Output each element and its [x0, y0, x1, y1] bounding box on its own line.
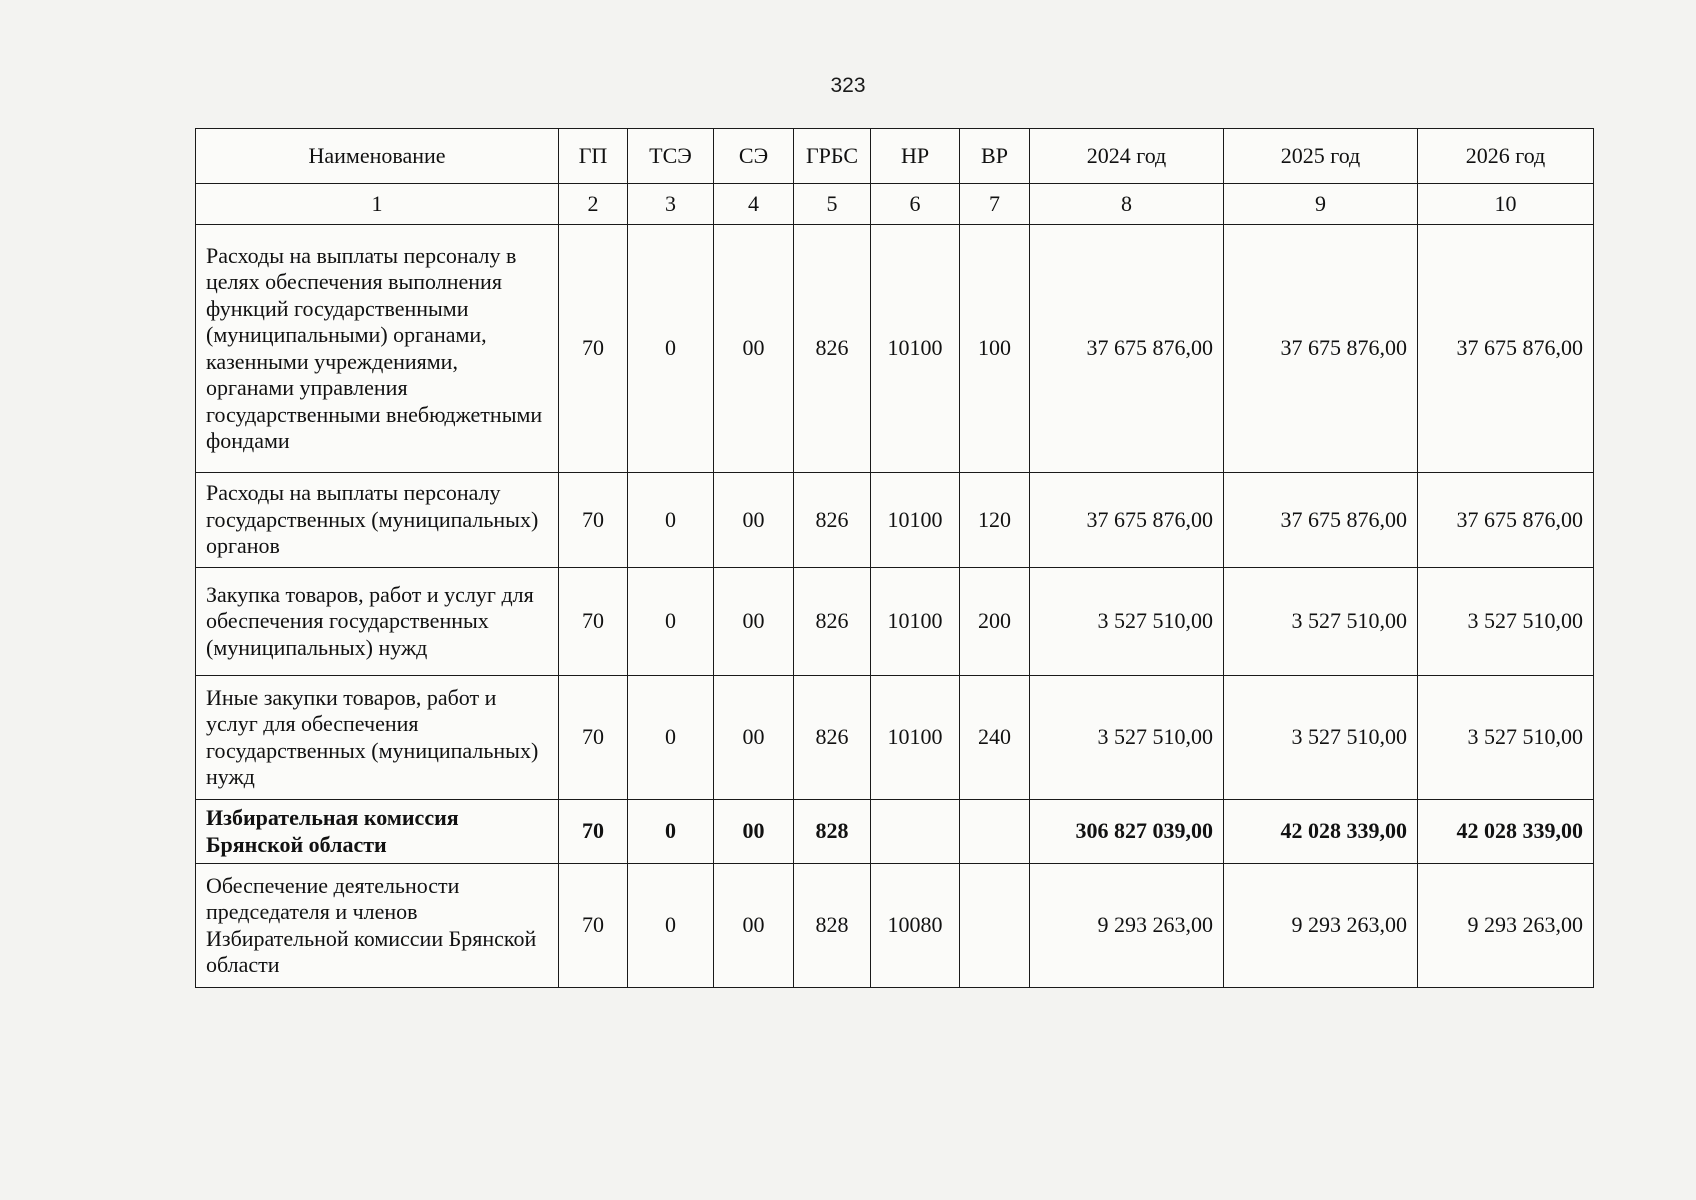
header-se: СЭ — [714, 129, 794, 184]
table-row — [196, 676, 1594, 800]
table-row — [196, 568, 1594, 676]
cell-se: 00 — [714, 473, 794, 568]
header-tse: ТСЭ — [628, 129, 714, 184]
row-name: Иные закупки товаров, работ и услуг для обеспечения государственных (муниципальных) нужд — [196, 676, 559, 800]
header-grbs: ГРБС — [794, 129, 871, 184]
cell-gp: 70 — [559, 568, 628, 676]
row-name: Избирательная комиссия Брянской области — [196, 800, 559, 864]
column-number: 2 — [559, 184, 628, 225]
cell-nr: 10100 — [871, 568, 960, 676]
table-row — [196, 225, 1594, 473]
cell-2025: 3 527 510,00 — [1224, 676, 1418, 800]
cell-tse: 0 — [628, 800, 714, 864]
header-vr: ВР — [960, 129, 1030, 184]
cell-nr — [871, 800, 960, 864]
cell-2026: 37 675 876,00 — [1418, 225, 1594, 473]
header-gp: ГП — [559, 129, 628, 184]
column-number: 3 — [628, 184, 714, 225]
cell-tse: 0 — [628, 473, 714, 568]
column-number: 7 — [960, 184, 1030, 225]
cell-vr: 200 — [960, 568, 1030, 676]
cell-2026: 9 293 263,00 — [1418, 864, 1594, 988]
cell-vr: 100 — [960, 225, 1030, 473]
cell-2024: 9 293 263,00 — [1030, 864, 1224, 988]
header-name: Наименование — [196, 129, 559, 184]
page-number: 323 — [830, 74, 866, 97]
cell-grbs: 826 — [794, 473, 871, 568]
column-number: 5 — [794, 184, 871, 225]
cell-2024: 3 527 510,00 — [1030, 676, 1224, 800]
cell-vr — [960, 800, 1030, 864]
cell-nr: 10100 — [871, 225, 960, 473]
column-number: 9 — [1224, 184, 1418, 225]
cell-nr: 10100 — [871, 473, 960, 568]
cell-2025: 37 675 876,00 — [1224, 225, 1418, 473]
row-name: Обеспечение деятельности председателя и членов Избирательной комиссии Брянской области — [196, 864, 559, 988]
cell-gp: 70 — [559, 676, 628, 800]
cell-2024: 37 675 876,00 — [1030, 473, 1224, 568]
row-name: Закупка товаров, работ и услуг для обеспечения государственных (муниципальных) нужд — [196, 568, 559, 676]
header-2026: 2026 год — [1418, 129, 1594, 184]
table-row — [196, 864, 1594, 988]
budget-table — [195, 128, 1594, 988]
cell-se: 00 — [714, 568, 794, 676]
cell-gp: 70 — [559, 473, 628, 568]
cell-grbs: 828 — [794, 864, 871, 988]
row-name: Расходы на выплаты персоналу государственных (муниципальных) органов — [196, 473, 559, 568]
column-number: 8 — [1030, 184, 1224, 225]
cell-2026: 3 527 510,00 — [1418, 676, 1594, 800]
cell-2025: 37 675 876,00 — [1224, 473, 1418, 568]
cell-2026: 37 675 876,00 — [1418, 473, 1594, 568]
cell-2026: 42 028 339,00 — [1418, 800, 1594, 864]
row-name: Расходы на выплаты персоналу в целях обеспечения выполнения функций государственными (муниципальными) органами, казенными учреждениями, органами управления государственными внебюджетными фондами — [196, 225, 559, 473]
cell-2024: 306 827 039,00 — [1030, 800, 1224, 864]
header-2024: 2024 год — [1030, 129, 1224, 184]
cell-vr — [960, 864, 1030, 988]
cell-gp: 70 — [559, 225, 628, 473]
cell-2025: 3 527 510,00 — [1224, 568, 1418, 676]
cell-2025: 42 028 339,00 — [1224, 800, 1418, 864]
cell-2026: 3 527 510,00 — [1418, 568, 1594, 676]
cell-2024: 37 675 876,00 — [1030, 225, 1224, 473]
cell-2025: 9 293 263,00 — [1224, 864, 1418, 988]
header-nr: НР — [871, 129, 960, 184]
cell-se: 00 — [714, 676, 794, 800]
cell-gp: 70 — [559, 800, 628, 864]
cell-tse: 0 — [628, 864, 714, 988]
cell-se: 00 — [714, 864, 794, 988]
cell-grbs: 828 — [794, 800, 871, 864]
cell-se: 00 — [714, 225, 794, 473]
header-row — [196, 129, 1594, 184]
column-number-row — [196, 184, 1594, 225]
table-row — [196, 473, 1594, 568]
cell-vr: 240 — [960, 676, 1030, 800]
cell-tse: 0 — [628, 225, 714, 473]
cell-se: 00 — [714, 800, 794, 864]
cell-nr: 10080 — [871, 864, 960, 988]
cell-grbs: 826 — [794, 676, 871, 800]
cell-vr: 120 — [960, 473, 1030, 568]
table-row — [196, 800, 1594, 864]
cell-nr: 10100 — [871, 676, 960, 800]
cell-grbs: 826 — [794, 225, 871, 473]
cell-2024: 3 527 510,00 — [1030, 568, 1224, 676]
header-2025: 2025 год — [1224, 129, 1418, 184]
cell-gp: 70 — [559, 864, 628, 988]
cell-tse: 0 — [628, 568, 714, 676]
cell-grbs: 826 — [794, 568, 871, 676]
column-number: 1 — [196, 184, 559, 225]
column-number: 6 — [871, 184, 960, 225]
cell-tse: 0 — [628, 676, 714, 800]
column-number: 4 — [714, 184, 794, 225]
column-number: 10 — [1418, 184, 1594, 225]
